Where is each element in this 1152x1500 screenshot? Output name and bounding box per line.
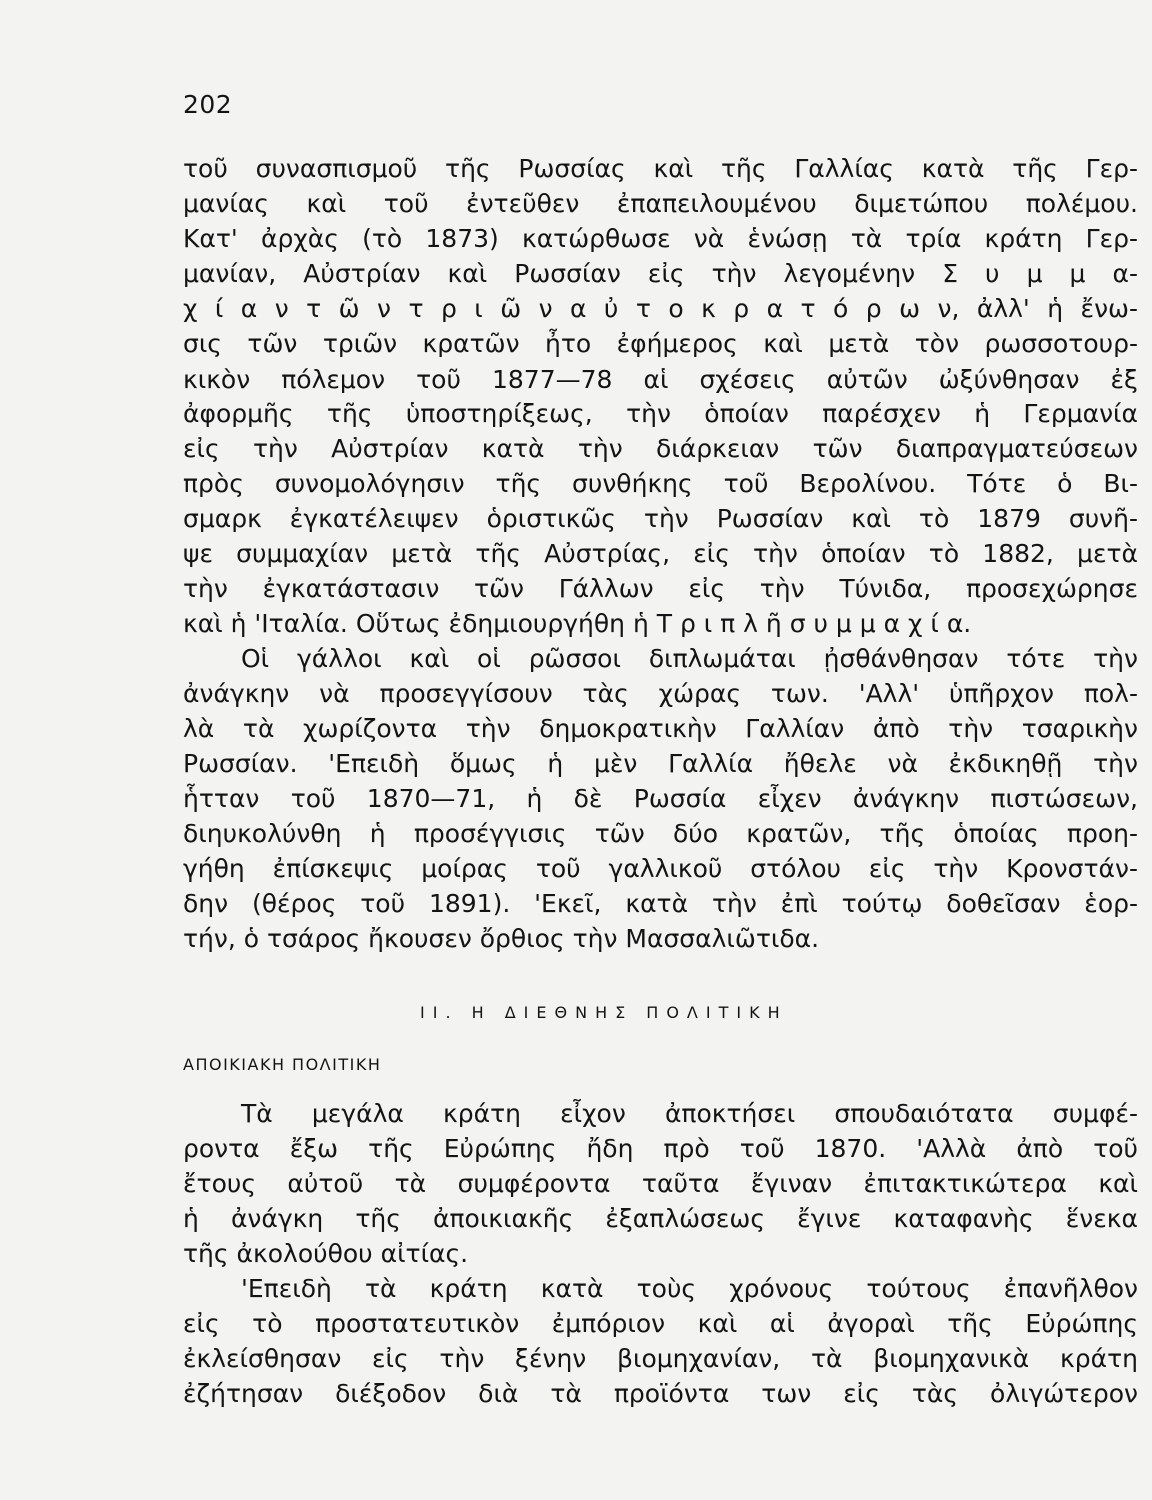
text-line: 'Επειδὴ τὰ κράτη κατὰ τοὺς χρόνους τούτους ἐπανῆλθον [241,1274,1138,1303]
text-line: ἀφορμῆς τῆς ὑποστηρίξεως, τὴν ὁποίαν παρέσχεν ἡ Γερμανία [183,399,1138,428]
text-line: ἔτους αὐτοῦ τὰ συμφέροντα ταῦτα ἔγιναν ἐπιτακτικώτερα καὶ [183,1169,1138,1198]
text-line: ἧτταν τοῦ 1870—71, ἡ δὲ Ρωσσία εἶχεν ἀνάγκην πιστώσεων, [183,784,1138,813]
text-line: ἀνάγκην νὰ προσεγγίσουν τὰς χώρας των. 'Αλλ' ὑπῆρχον πολ- [183,679,1138,708]
text-line: Ρωσσίαν. 'Επειδὴ ὅμως ἡ μὲν Γαλλία ἤθελε νὰ ἐκδικηθῇ τὴν [183,749,1138,778]
text-line: τῆς ἀκολούθου αἰτίας. [183,1239,469,1268]
section-heading: II. Η ΔΙΕΘΝΗΣ ΠΟΛΙΤΙΚΗ [420,1003,788,1022]
text-line: εἰς τὸ προστατευτικὸν ἐμπόριον καὶ αἱ ἀγοραὶ τῆς Εὐρώπης [183,1309,1138,1338]
text-line: δην (θέρος τοῦ 1891). 'Εκεῖ, κατὰ τὴν ἐπὶ τούτῳ δοθεῖσαν ἑορ- [183,889,1138,918]
text-line: διηυκολύνθη ἡ προσέγγισις τῶν δύο κρατῶν, τῆς ὁποίας προη- [183,819,1138,848]
text-line: χ ί α ν τ ῶ ν τ ρ ι ῶ ν α ὐ τ ο κ ρ α τ ό ρ ω ν, ἀλλ' ἡ ἔνω- [183,294,1138,323]
text-line: σις τῶν τριῶν κρατῶν ἦτο ἐφήμερος καὶ μετὰ τὸν ρωσσοτουρ- [183,329,1138,358]
subsection-heading: ΑΠΟΙΚΙΑΚΗ ΠΟΛΙΤΙΚΗ [183,1055,382,1074]
text-line: Οἱ γάλλοι καὶ οἱ ρῶσσοι διπλωμάται ᾐσθάνθησαν τότε τὴν [241,644,1138,673]
page-number: 202 [183,90,233,119]
text-line: τοῦ συνασπισμοῦ τῆς Ρωσσίας καὶ τῆς Γαλλίας κατὰ τῆς Γερ- [183,154,1138,183]
text-line: τὴν ἐγκατάστασιν τῶν Γάλλων εἰς τὴν Τύνιδα, προσεχώρησε [183,574,1138,603]
text-line: τήν, ὁ τσάρος ἤκουσεν ὄρθιος τὴν Μασσαλιῶτιδα. [183,924,820,953]
text-line: ἡ ἀνάγκη τῆς ἀποικιακῆς ἐξαπλώσεως ἔγινε καταφανὴς ἕνεκα [183,1204,1138,1233]
text-line: Κατ' ἀρχὰς (τὸ 1873) κατώρθωσε νὰ ἑνώσῃ τὰ τρία κράτη Γερ- [183,224,1138,253]
text-line: πρὸς συνομολόγησιν τῆς συνθήκης τοῦ Βερολίνου. Τότε ὁ Βι- [183,469,1138,498]
text-line: μανίαν, Αὐστρίαν καὶ Ρωσσίαν εἰς τὴν λεγομένην Σ υ μ μ α- [183,259,1138,288]
text-line: ροντα ἔξω τῆς Εὐρώπης ἤδη πρὸ τοῦ 1870. 'Αλλὰ ἀπὸ τοῦ [183,1134,1138,1163]
text-line: γήθη ἐπίσκεψις μοίρας τοῦ γαλλικοῦ στόλου εἰς τὴν Κρονστάν- [183,854,1138,883]
text-line: λὰ τὰ χωρίζοντα τὴν δημοκρατικὴν Γαλλίαν ἀπὸ τὴν τσαρικὴν [183,714,1138,743]
text-line: εἰς τὴν Αὐστρίαν κατὰ τὴν διάρκειαν τῶν διαπραγματεύσεων [183,434,1138,463]
text-line: κικὸν πόλεμον τοῦ 1877—78 αἱ σχέσεις αὐτῶν ὠξύνθησαν ἐξ [183,365,1138,394]
text-line: ἐζήτησαν διέξοδον διὰ τὰ προϊόντα των εἰς τὰς ὀλιγώτερον [183,1379,1138,1408]
text-line: σμαρκ ἐγκατέλειψεν ὁριστικῶς τὴν Ρωσσίαν καὶ τὸ 1879 συνῆ- [183,504,1138,533]
text-line: Τὰ μεγάλα κράτη εἶχον ἀποκτήσει σπουδαιότατα συμφέ- [241,1099,1138,1128]
text-line: ψε συμμαχίαν μετὰ τῆς Αὐστρίας, εἰς τὴν ὁποίαν τὸ 1882, μετὰ [183,539,1138,568]
text-line: καὶ ἡ 'Ιταλία. Οὕτως ἐδημιουργήθη ἡ Τ ρ ι π λ ῆ σ υ μ μ α χ ί α. [183,609,972,638]
text-line: ἐκλείσθησαν εἰς τὴν ξένην βιομηχανίαν, τὰ βιομηχανικὰ κράτη [183,1344,1138,1373]
text-line: μανίας καὶ τοῦ ἐντεῦθεν ἐπαπειλουμένου διμετώπου πολέμου. [183,189,1138,218]
